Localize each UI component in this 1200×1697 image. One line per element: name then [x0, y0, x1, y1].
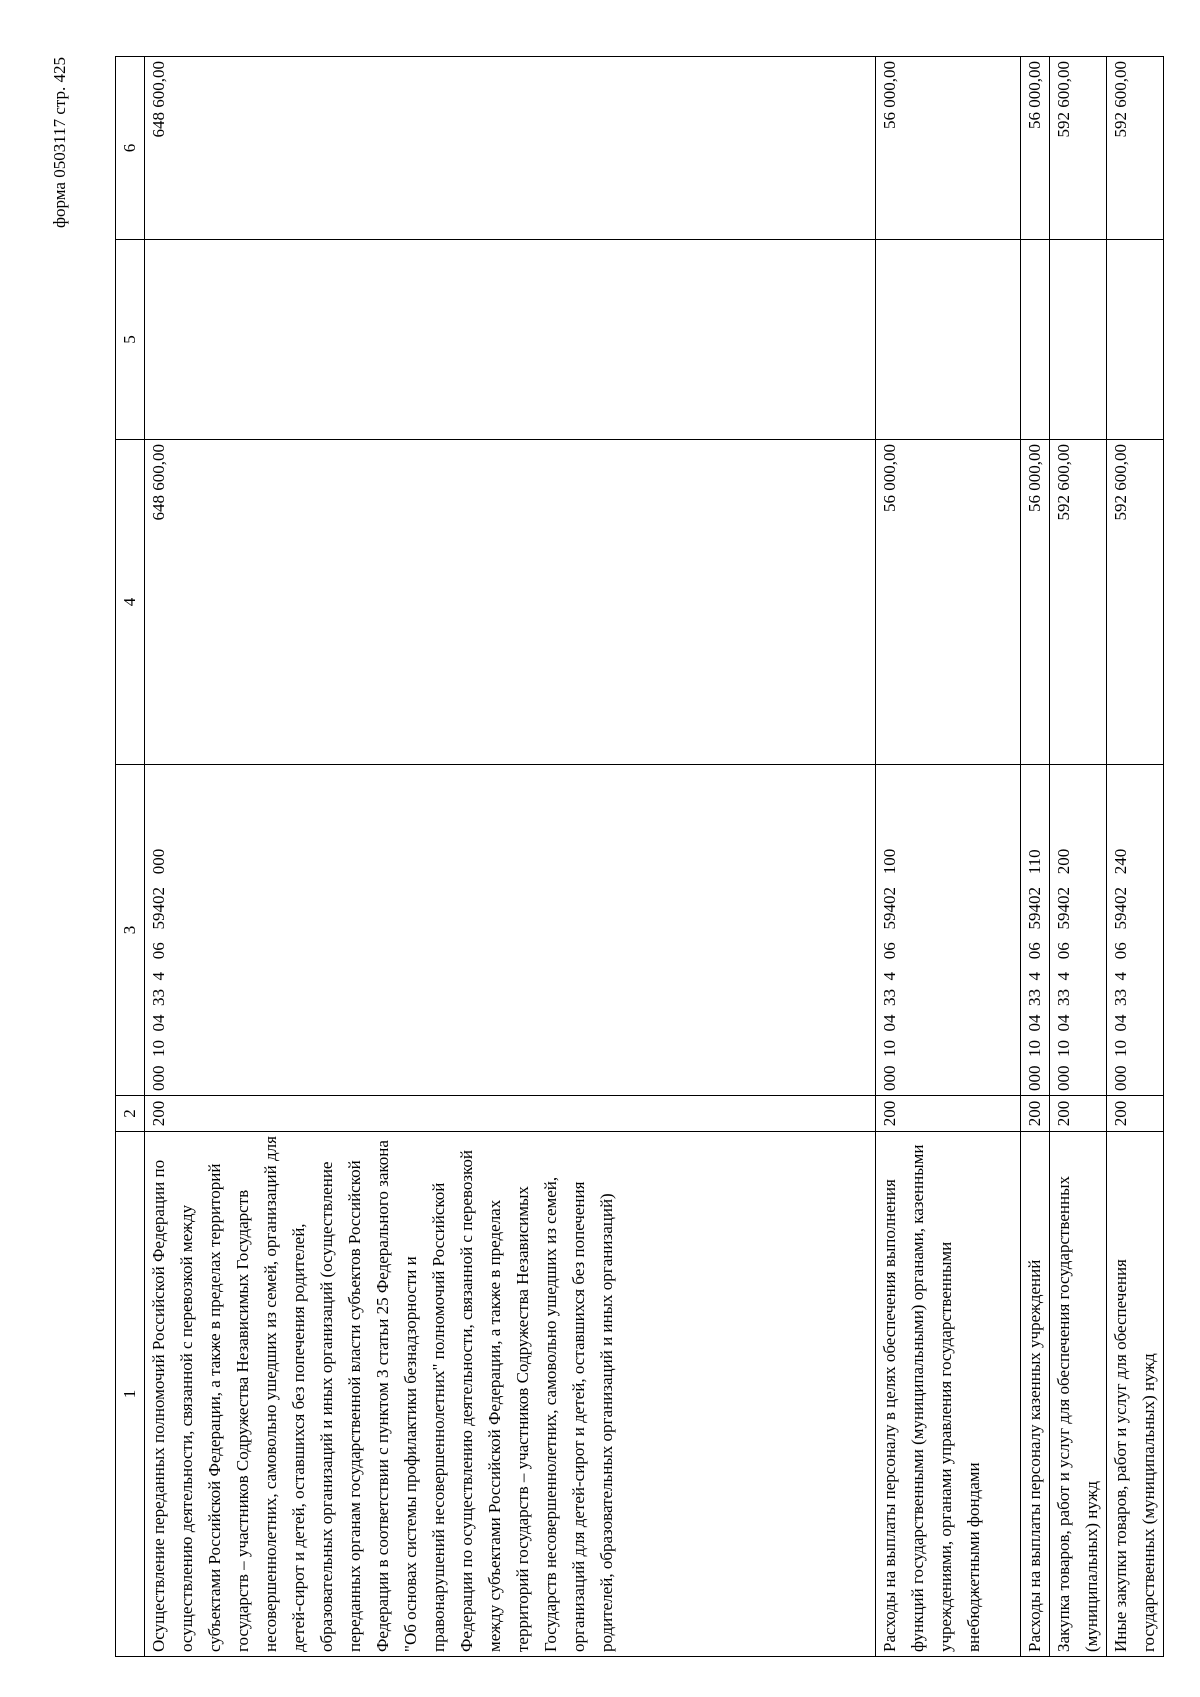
row-name: Расходы на выплаты персоналу казенных учреждений — [1021, 1132, 1050, 1657]
row-unexecuted-amount: 592 600,00 — [1050, 57, 1107, 240]
row-name: Осуществление переданных полномочий Российской Федерации по осуществлению деятельности, связанной с перевозкой между субъектами Российской Федерации, а также в пределах территорий государств – участников Содружества Независимых Государств несовершеннолетних, самовольно ушедших из семей, организаций для детей-сирот и детей, оставшихся без попечения родителей, образовательных организаций и иных организаций (осуществление переданных органам государственной власти субъектов Российской Федерации в соответствии с пунктом 3 статьи 25 Федерального закона "Об основах системы профилактики безнадзорности и правонарушений несовершеннолетних" полномочий Российской Федерации по осуществлению деятельности, связанной с перевозкой между субъектами Российской Федерации, а также в пределах территорий государств – участников Содружества Независимых Государств несовершеннолетних, самовольно ушедших из семей, организаций для детей-сирот и детей, оставшихся без попечения родителей, образовательных организаций и иных организаций) — [145, 1132, 876, 1657]
row-executed-amount — [1107, 240, 1164, 440]
row-executed-amount — [1050, 240, 1107, 440]
column-header-1: 1 — [116, 1132, 145, 1657]
row-classification-code: 000 10 04 33 4 06 59402 200 — [1050, 765, 1107, 1096]
row-classification-code: 000 10 04 33 4 06 59402 110 — [1021, 765, 1050, 1096]
row-executed-amount — [876, 240, 1021, 440]
row-unexecuted-amount: 56 000,00 — [876, 57, 1021, 240]
row-unexecuted-amount: 592 600,00 — [1107, 57, 1164, 240]
column-header-6: 6 — [116, 57, 145, 240]
table-row — [145, 57, 876, 1657]
row-line-code: 200 — [1050, 1096, 1107, 1132]
row-classification-code: 000 10 04 33 4 06 59402 100 — [876, 765, 1021, 1096]
column-header-2: 2 — [116, 1096, 145, 1132]
row-line-code: 200 — [1021, 1096, 1050, 1132]
row-line-code: 200 — [876, 1096, 1021, 1132]
table-row — [876, 57, 1021, 1657]
row-approved-amount: 56 000,00 — [1021, 440, 1050, 765]
column-number-row — [116, 57, 145, 1657]
column-header-5: 5 — [116, 240, 145, 440]
row-name: Расходы на выплаты персоналу в целях обеспечения выполнения функций государственными (муниципальными) органами, казенными учреждениями, органами управления государственными внебюджетными фондами — [876, 1132, 1021, 1657]
row-name: Закупка товаров, работ и услуг для обеспечения государственных (муниципальных) нужд — [1050, 1132, 1107, 1657]
row-unexecuted-amount: 56 000,00 — [1021, 57, 1050, 240]
row-classification-code: 000 10 04 33 4 06 59402 000 — [145, 765, 876, 1096]
table-row — [1050, 57, 1107, 1657]
row-approved-amount: 592 600,00 — [1107, 440, 1164, 765]
budget-table — [115, 56, 1164, 1657]
row-line-code: 200 — [1107, 1096, 1164, 1132]
row-approved-amount: 592 600,00 — [1050, 440, 1107, 765]
row-executed-amount — [145, 240, 876, 440]
form-label: форма 0503117 стр. 425 — [50, 57, 69, 228]
row-line-code: 200 — [145, 1096, 876, 1132]
row-name: Иные закупки товаров, работ и услуг для обеспечения государственных (муниципальных) нужд — [1107, 1132, 1164, 1657]
row-approved-amount: 648 600,00 — [145, 440, 876, 765]
row-executed-amount — [1021, 240, 1050, 440]
column-header-3: 3 — [116, 765, 145, 1096]
table-row — [1107, 57, 1164, 1657]
column-header-4: 4 — [116, 440, 145, 765]
table-row — [1021, 57, 1050, 1657]
row-approved-amount: 56 000,00 — [876, 440, 1021, 765]
row-classification-code: 000 10 04 33 4 06 59402 240 — [1107, 765, 1164, 1096]
row-unexecuted-amount: 648 600,00 — [145, 57, 876, 240]
